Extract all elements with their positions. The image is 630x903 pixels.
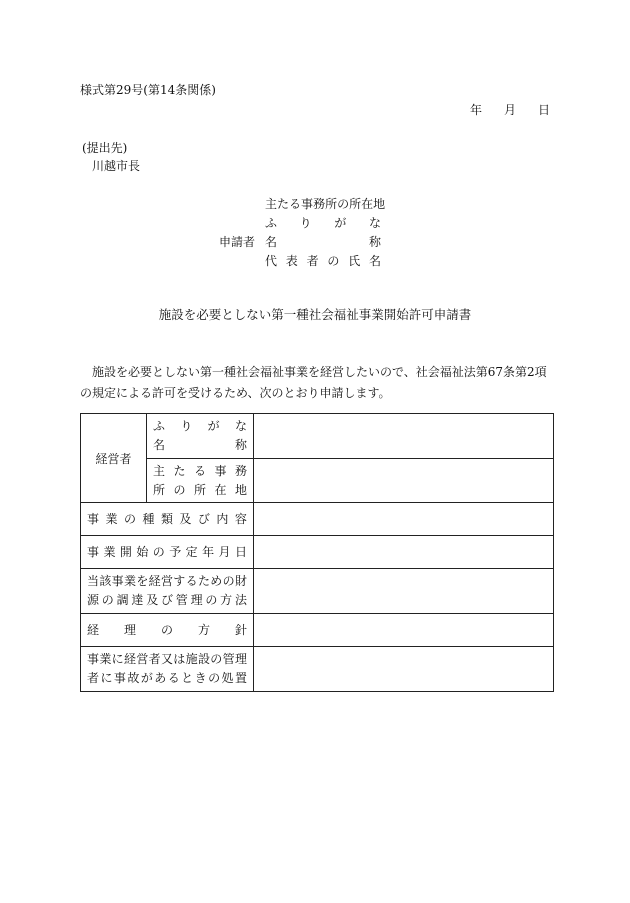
label-char: 理 bbox=[234, 652, 247, 666]
funding-method-label bbox=[81, 569, 254, 614]
date-month-label: 月 bbox=[503, 103, 516, 117]
label-char: 称 bbox=[234, 438, 247, 452]
field-char: 名 bbox=[265, 235, 278, 249]
field-char: な bbox=[368, 216, 381, 230]
recipient-name: 川越市長 bbox=[92, 159, 141, 173]
label-char: 種 bbox=[142, 511, 155, 526]
label-char: と bbox=[181, 671, 194, 685]
label-char: び bbox=[160, 593, 173, 607]
label-line bbox=[81, 669, 253, 688]
label-char: 事 bbox=[87, 511, 100, 526]
label-char: 財 bbox=[234, 574, 247, 588]
label-char: 及 bbox=[179, 511, 192, 526]
field-char: 在 bbox=[361, 197, 374, 211]
label-char: の bbox=[152, 544, 165, 559]
applicant-representative-label bbox=[265, 252, 381, 269]
field-char: ふ bbox=[265, 216, 278, 230]
form-title: 施設を必要としない第一種社会福祉事業開始許可申請書 bbox=[158, 307, 472, 322]
field-char: り bbox=[299, 216, 312, 230]
label-char: 針 bbox=[234, 622, 247, 637]
field-char: 事 bbox=[301, 197, 314, 211]
label-char: 業 bbox=[99, 652, 112, 666]
label-char: 理 bbox=[190, 593, 203, 607]
label-char: 開 bbox=[119, 544, 132, 559]
accounting-policy-label bbox=[81, 614, 254, 647]
label-char: ふ bbox=[153, 419, 166, 433]
label-char: る bbox=[167, 671, 180, 685]
label-char: 調 bbox=[116, 593, 129, 607]
label-line bbox=[147, 417, 253, 436]
label-char: 所 bbox=[193, 482, 206, 497]
label-char: 故 bbox=[127, 671, 140, 685]
operator-office-address-value[interactable] bbox=[254, 459, 554, 503]
label-char: 事 bbox=[87, 544, 100, 559]
business-type-content-value[interactable] bbox=[254, 503, 554, 536]
label-line bbox=[81, 650, 253, 669]
label-char: 所 bbox=[153, 482, 166, 497]
label-char: 務 bbox=[234, 463, 247, 478]
label-char: 者 bbox=[148, 652, 161, 666]
label-char: り bbox=[180, 419, 193, 433]
label-char: 及 bbox=[146, 593, 159, 607]
field-char: 主 bbox=[265, 197, 278, 211]
label-line bbox=[81, 510, 253, 529]
label-line bbox=[81, 621, 253, 640]
date-year-label: 年 bbox=[470, 103, 483, 117]
field-char: 所 bbox=[325, 197, 338, 211]
label-char: 営 bbox=[136, 652, 149, 666]
label-char: の bbox=[160, 622, 173, 637]
label-char: 始 bbox=[136, 544, 149, 559]
label-char: の bbox=[205, 593, 218, 607]
label-char: 管 bbox=[222, 652, 235, 666]
label-char: 業 bbox=[105, 511, 118, 526]
label-char: の bbox=[101, 593, 114, 607]
label-char: め bbox=[210, 574, 223, 588]
date-day-label: 日 bbox=[537, 103, 550, 117]
label-char: の bbox=[208, 671, 221, 685]
label-line bbox=[147, 462, 253, 481]
label-char: 該 bbox=[99, 574, 112, 588]
label-char: 営 bbox=[160, 574, 173, 588]
operator-furigana-name-value[interactable] bbox=[254, 414, 554, 459]
field-char: 地 bbox=[373, 197, 386, 211]
label-char: の bbox=[210, 652, 223, 666]
field-char: 表 bbox=[285, 254, 298, 268]
operator-office-address-label bbox=[147, 459, 254, 503]
label-char: あ bbox=[154, 671, 167, 685]
label-line bbox=[147, 436, 253, 455]
label-char: 法 bbox=[234, 593, 247, 607]
label-char: 在 bbox=[214, 482, 227, 497]
label-line bbox=[81, 543, 253, 562]
accident-response-label bbox=[81, 647, 254, 692]
label-char: が bbox=[207, 419, 220, 433]
field-char: の bbox=[337, 197, 350, 211]
label-char: 年 bbox=[202, 544, 215, 559]
planned-start-date-label bbox=[81, 536, 254, 569]
field-char: た bbox=[277, 197, 290, 211]
label-char: 方 bbox=[197, 622, 210, 637]
planned-start-date-value[interactable] bbox=[254, 536, 554, 569]
label-char: 業 bbox=[123, 574, 136, 588]
label-char: 類 bbox=[160, 511, 173, 526]
label-char: 経 bbox=[148, 574, 161, 588]
label-char: す bbox=[173, 574, 186, 588]
label-char: に bbox=[100, 671, 113, 685]
field-char: る bbox=[289, 197, 302, 211]
recipient-label: (提出先) bbox=[82, 141, 128, 155]
field-char: 称 bbox=[368, 235, 381, 249]
funding-method-value[interactable] bbox=[254, 569, 554, 614]
label-char: 経 bbox=[87, 622, 100, 637]
label-char: 予 bbox=[169, 544, 182, 559]
label-char: た bbox=[197, 574, 210, 588]
label-char: は bbox=[173, 652, 186, 666]
label-char: 容 bbox=[234, 511, 247, 526]
label-char: 業 bbox=[103, 544, 116, 559]
label-char: 設 bbox=[197, 652, 210, 666]
label-char: の bbox=[173, 482, 186, 497]
label-line bbox=[81, 572, 253, 591]
label-char: 地 bbox=[234, 482, 247, 497]
field-char: が bbox=[334, 216, 347, 230]
field-char: 代 bbox=[265, 254, 278, 268]
body-text: 施設を必要としない第一種社会福祉事業を経営したいので、社会福祉法第67条第2項の規定による許可を受けるため、次のとおり申請します。 bbox=[80, 365, 547, 400]
label-char: た bbox=[173, 463, 186, 478]
form-number: 様式第29号(第14条関係) bbox=[80, 83, 216, 97]
label-char: 事 bbox=[113, 671, 126, 685]
label-char: な bbox=[234, 419, 247, 433]
field-char: 者 bbox=[306, 254, 319, 268]
label-char: 理 bbox=[123, 622, 136, 637]
application-table bbox=[80, 413, 554, 692]
label-char: を bbox=[136, 574, 149, 588]
label-char: 達 bbox=[131, 593, 144, 607]
label-char: の bbox=[123, 511, 136, 526]
label-char: 当 bbox=[87, 574, 100, 588]
field-char: の bbox=[327, 254, 340, 268]
label-char: 主 bbox=[153, 463, 166, 478]
label-char: 内 bbox=[216, 511, 229, 526]
label-char: る bbox=[185, 574, 198, 588]
label-char: 管 bbox=[175, 593, 188, 607]
label-line bbox=[81, 591, 253, 610]
label-char: 月 bbox=[218, 544, 231, 559]
label-char: 置 bbox=[234, 671, 247, 685]
label-char: 者 bbox=[87, 671, 100, 685]
accounting-policy-value[interactable] bbox=[254, 614, 554, 647]
label-char: 事 bbox=[87, 652, 100, 666]
label-char: 又 bbox=[160, 652, 173, 666]
applicant-label: 申請者 bbox=[219, 235, 256, 249]
date-line bbox=[470, 101, 550, 118]
accident-response-value[interactable] bbox=[254, 647, 554, 692]
applicant-office-address-label bbox=[265, 195, 386, 212]
label-char: 方 bbox=[220, 593, 233, 607]
label-char: の bbox=[222, 574, 235, 588]
label-char: 事 bbox=[111, 574, 124, 588]
applicant-furigana-label bbox=[265, 214, 381, 231]
label-char: 施 bbox=[185, 652, 198, 666]
operator-label: 経営者 bbox=[81, 414, 147, 503]
field-char: 名 bbox=[368, 254, 381, 268]
label-char: 日 bbox=[234, 544, 247, 559]
label-line bbox=[147, 481, 253, 500]
label-char: 経 bbox=[123, 652, 136, 666]
label-char: き bbox=[194, 671, 207, 685]
label-char: が bbox=[140, 671, 153, 685]
label-char: る bbox=[193, 463, 206, 478]
operator-furigana-name-label bbox=[147, 414, 254, 459]
label-char: び bbox=[197, 511, 210, 526]
label-char: 源 bbox=[87, 593, 100, 607]
field-char: 所 bbox=[349, 197, 362, 211]
label-char: 名 bbox=[153, 438, 166, 452]
label-char: に bbox=[111, 652, 124, 666]
label-char: 事 bbox=[214, 463, 227, 478]
field-char: 務 bbox=[313, 197, 326, 211]
label-char: 処 bbox=[221, 671, 234, 685]
applicant-name-label bbox=[265, 233, 381, 250]
label-char: 定 bbox=[185, 544, 198, 559]
field-char: 氏 bbox=[348, 254, 361, 268]
business-type-content-label bbox=[81, 503, 254, 536]
